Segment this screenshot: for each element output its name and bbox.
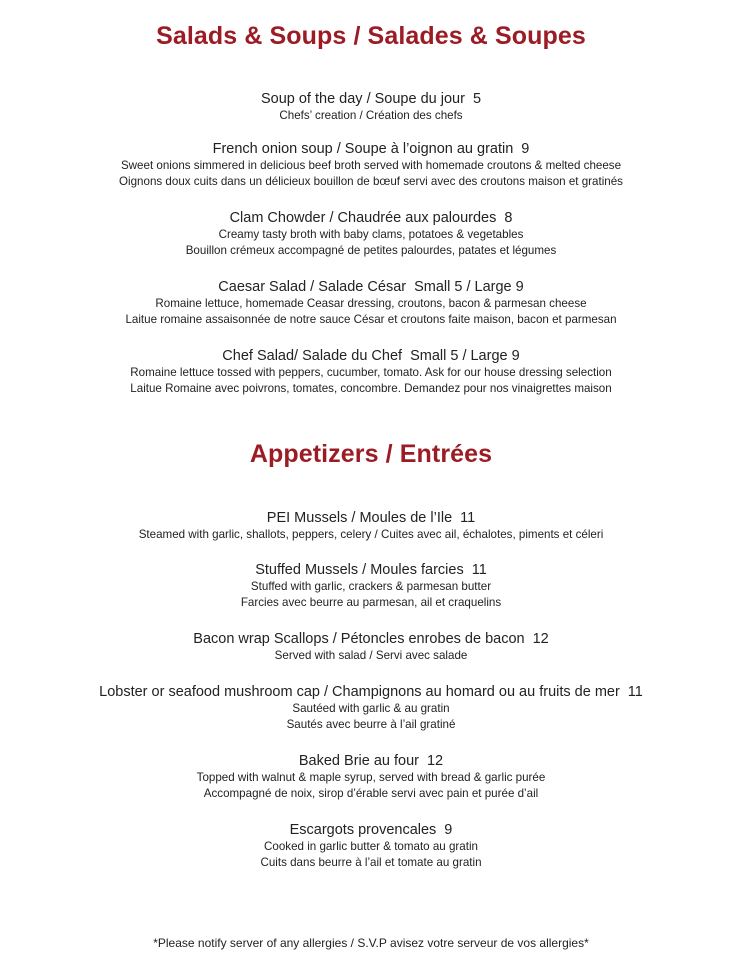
- item-description-fr: Laitue romaine assaisonnée de notre sauce César et croutons faite maison, bacon et parmesan: [125, 312, 617, 326]
- item-description: Cooked in garlic butter & tomato au gratin: [264, 840, 478, 853]
- item-name: Clam Chowder / Chaudrée aux palourdes: [229, 210, 497, 226]
- item-name: Soup of the day / Soupe du jour: [260, 91, 465, 107]
- menu-item-chef-salad: [0, 348, 742, 417]
- item-description-fr: Oignons doux cuits dans un délicieux bouillon de bœuf servi avec des croutons maison et gratinés: [119, 174, 623, 188]
- item-description-fr: Bouillon crémeux accompagné de petites palourdes, patates et légumes: [185, 243, 557, 257]
- item-price: 5: [472, 91, 482, 107]
- item-name: French onion soup / Soupe à l’oignon au gratin: [212, 141, 514, 157]
- item-name: Caesar Salad / Salade César: [218, 279, 407, 295]
- item-price: 9: [521, 141, 530, 157]
- menu-item-french-onion-soup: [0, 141, 742, 210]
- item-price: 11: [471, 562, 487, 578]
- item-name: Lobster or seafood mushroom cap / Champignons au homard ou au fruits de mer: [99, 684, 620, 700]
- item-price: 12: [532, 631, 549, 647]
- allergy-notice: *Please notify server of any allergies / S.V.P avisez votre serveur de vos allergies*: [153, 936, 589, 950]
- item-price: 11: [460, 510, 476, 526]
- item-name: Baked Brie au four: [298, 753, 419, 769]
- item-description-fr: Farcies avec beurre au parmesan, ail et craquelins: [240, 595, 502, 609]
- item-description-fr: Cuits dans beurre à l’ail et tomate au gratin: [260, 855, 482, 869]
- item-name: Chef Salad/ Salade du Chef: [222, 348, 403, 364]
- salads-soups-list: [0, 91, 742, 417]
- item-price: 9: [444, 822, 453, 838]
- item-description: Chefs’ creation / Création des chefs: [279, 109, 463, 122]
- menu-item-escargots: [0, 822, 742, 891]
- item-name: Stuffed Mussels / Moules farcies: [255, 562, 464, 578]
- item-price: 8: [504, 210, 513, 226]
- menu-item-pei-mussels: [0, 510, 742, 562]
- item-description-fr: Accompagné de noix, sirop d’érable servi avec pain et purée d’ail: [203, 786, 539, 800]
- item-name: Bacon wrap Scallops / Pétoncles enrobes de bacon: [193, 631, 525, 647]
- item-description: Topped with walnut & maple syrup, served with bread & garlic purée: [196, 771, 546, 784]
- item-description: Steamed with garlic, shallots, peppers, celery / Cuites avec ail, échalotes, piments et céleri: [138, 528, 604, 541]
- item-name: Escargots provencales: [289, 822, 437, 838]
- section-title-appetizers: Appetizers / Entrées: [249, 440, 493, 468]
- item-description: Creamy tasty broth with baby clams, potatoes & vegetables: [218, 228, 524, 241]
- section-title-salads-soups: Salads & Soups / Salades & Soupes: [156, 22, 586, 50]
- item-price: Small 5 / Large 9: [410, 348, 520, 364]
- item-price: Small 5 / Large 9: [414, 279, 524, 295]
- item-description: Romaine lettuce, homemade Ceasar dressing, croutons, bacon & parmesan cheese: [155, 297, 587, 310]
- menu-item-caesar-salad: [0, 279, 742, 348]
- item-description: Sautéed with garlic & au gratin: [292, 702, 450, 715]
- item-description: Romaine lettuce tossed with peppers, cucumber, tomato. Ask for our house dressing selection: [130, 366, 612, 379]
- item-description: Served with salad / Servi avec salade: [274, 649, 468, 662]
- item-description-fr: Sautés avec beurre à l’ail gratiné: [286, 717, 456, 731]
- menu-item-mushroom-cap: [0, 684, 742, 753]
- item-description: Stuffed with garlic, crackers & parmesan butter: [250, 580, 492, 593]
- menu-item-bacon-wrap-scallops: [0, 631, 742, 684]
- item-description-fr: Laitue Romaine avec poivrons, tomates, concombre. Demandez pour nos vinaigrettes maison: [130, 381, 612, 395]
- menu-item-stuffed-mussels: [0, 562, 742, 631]
- appetizers-list: [0, 510, 742, 891]
- item-price: 12: [426, 753, 444, 769]
- menu-item-clam-chowder: [0, 210, 742, 279]
- item-price: 11: [627, 684, 643, 700]
- menu-item-soup-of-the-day: [0, 91, 742, 141]
- menu-item-baked-brie: [0, 753, 742, 822]
- item-name: PEI Mussels / Moules de l’Ile: [266, 510, 453, 526]
- item-description: Sweet onions simmered in delicious beef broth served with homemade croutons & melted cheese: [120, 159, 622, 172]
